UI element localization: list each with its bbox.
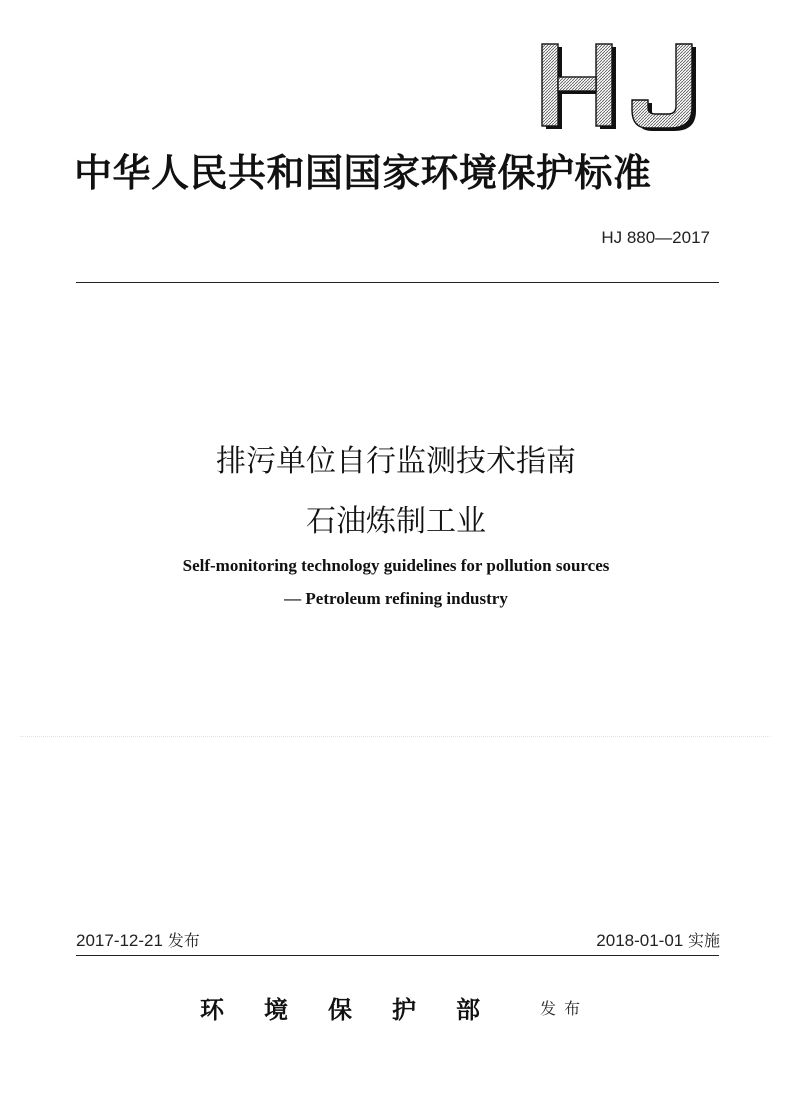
issued-label: 发布 — [167, 931, 200, 950]
title-cn-line2: 石油炼制工业 — [306, 504, 486, 539]
issuer-name: 环境保护部 — [200, 995, 520, 1024]
issued-date: 2017-12-21 — [76, 931, 163, 950]
effective-label: 实施 — [687, 931, 720, 950]
standard-number: HJ 880—2017 — [601, 228, 710, 247]
title-en-line2: — Petroleum refining industry — [284, 589, 508, 608]
title-en-line1: Self-monitoring technology guidelines for pollution sources — [182, 556, 610, 575]
national-standard-title: 中华人民共和国国家环境保护标准 — [74, 150, 652, 195]
scan-guide-line — [20, 736, 770, 737]
title-cn-line1: 排污单位自行监测技术指南 — [216, 444, 576, 479]
footer-divider — [76, 955, 719, 956]
header-divider — [76, 282, 719, 283]
hj-logo — [536, 36, 706, 136]
issued-date-block — [76, 928, 200, 951]
effective-date: 2018-01-01 — [596, 931, 684, 950]
effective-date-block — [596, 928, 720, 951]
issuer-action: 发布 — [540, 999, 589, 1018]
